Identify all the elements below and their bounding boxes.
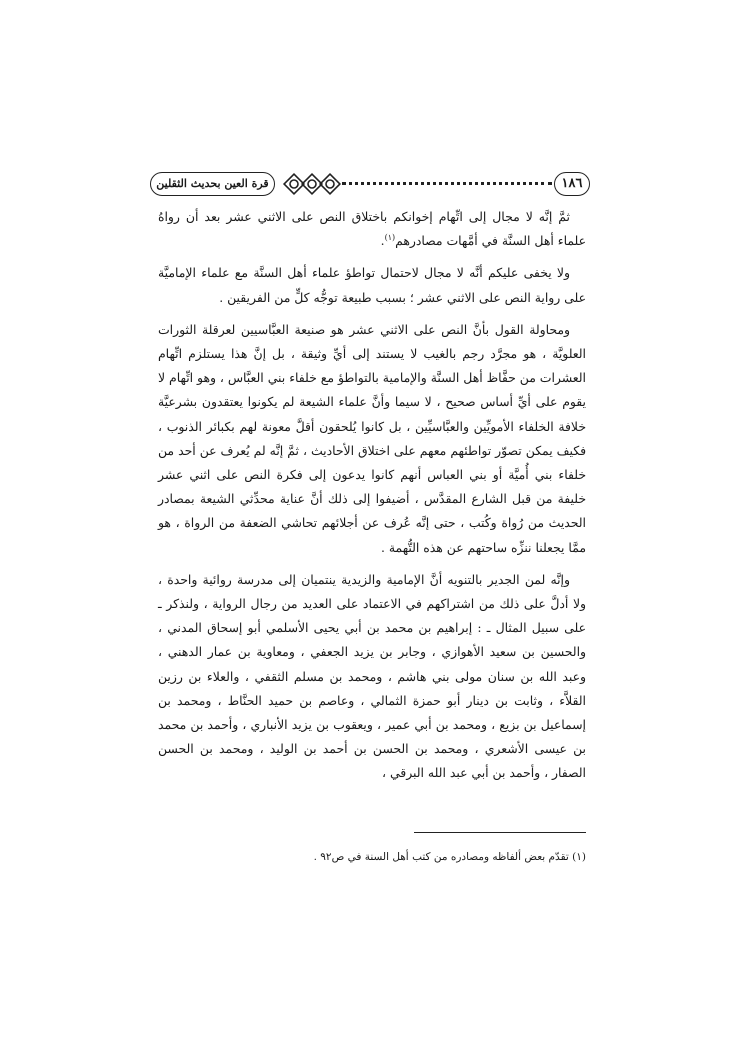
running-header xyxy=(150,170,590,200)
page-number: ١٨٦ xyxy=(554,172,590,196)
paragraph-text: ولا يخفى عليكم أنَّه لا مجال لاحتمال تواطؤ علماء أهل السنَّة مع علماء الإماميَّة على رواية النص على الاثني عشر ؛ بسبب طبيعة توجُّه كلٍّ من الفريقين . xyxy=(158,265,586,305)
knot-ornament-icon xyxy=(282,172,342,196)
paragraph xyxy=(158,318,586,560)
footnote-divider xyxy=(414,832,586,833)
paragraph-text: ومحاولة القول بأنَّ النص على الاثني عشر هو صنيعة العبَّاسيين لعرقلة الثورات العلويَّة ، هو مجرَّد رجم بالغيب لا يستند إلى أيِّ وثيقة ، بل إنَّ هذا يستلزم اتِّهام العشرات من حفَّاظ أهل السنَّة والإمامية بالتواطؤ مع خلفاء بني العبَّاس ، وهو اتِّهام لا يقوم على أيِّ أساس صحيح ، لا سيما وأنَّ علماء الشيعة لم يكونوا يعتقدون بشرعيَّة خلافة الخلفاء الأمويِّين والعبَّاسيِّين ، بل كانوا يُلحقون أقلَّ معونة لهم بكبائر الذنوب ، فكيف يمكن تصوّر تواطئهم معهم على اختلاق الأحاديث ، ثمَّ إنَّه لم يُعرف عن أحد من خلفاء بني أُميَّة أو بني العباس أنهم كانوا يدعون إلى فكرة النص على اثني عشر خليفة من قبل الشارع المقدَّس ، أضيفوا إلى ذلك أنَّ عناية محدِّثي الشيعة بمصادر الحديث من رُواة وكُتب ، حتى إنَّه عُرف عن أجلائهم تحاشي الضعفة من الرواة ، هو ممَّا يجعلنا ننزِّه ساحتهم عن هذه التُّهمة . xyxy=(158,321,586,555)
footnote: (١) تقدّم بعض ألفاظه ومصادره من كتب أهل السنة في ص٩٢ . xyxy=(313,851,586,863)
footnote-reference[interactable]: (١) xyxy=(384,233,396,243)
paragraph xyxy=(158,261,586,309)
main-text xyxy=(158,205,586,786)
paragraph-tail: . xyxy=(380,233,385,249)
book-title: قرة العين بحديث الثقلين xyxy=(150,172,275,196)
header-dotted-line xyxy=(342,182,552,189)
paragraph xyxy=(158,568,586,786)
paragraph-text: ثمَّ إنَّه لا مجال إلى اتِّهام إخوانكم باختلاق النص على الاثني عشر بعد أن رواهُ علماء أهل السنَّة في أمَّهات مصادرهم xyxy=(158,209,586,249)
paragraph xyxy=(158,205,586,253)
paragraph-text: وإنَّه لمن الجدير بالتنويه أنَّ الإمامية والزيدية ينتميان إلى مدرسة روائية واحدة ، ولا أدلَّ على ذلك من اشتراكهم في الاعتماد على العديد من رجال الرواية ، ولنذكر ـ على سبيل المثال ـ : إبراهيم بن محمد بن أبي يحيى الأسلمي أبو إسحاق المدني ، والحسين بن سعيد الأهوازي ، وجابر بن يزيد الجعفي ، ومعاوية بن عمار الدهني ، وعبد الله بن سنان مولى بني هاشم ، ومحمد بن مسلم الثقفي ، والعلاء بن رزين القلاَّء ، وثابت بن دينار أبو حمزة الثمالي ، وعاصم بن حميد الحنَّاط ، ومحمد بن إسماعيل بن بزيع ، ومحمد بن أبي عمير ، ويعقوب بن يزيد الأنباري ، وأحمد بن محمد بن عيسى الأشعري ، ومحمد بن الحسن بن أحمد بن الوليد ، ومحمد بن الحسن الصفار ، وأحمد بن أبي عبد الله البرقي ، xyxy=(158,571,586,781)
